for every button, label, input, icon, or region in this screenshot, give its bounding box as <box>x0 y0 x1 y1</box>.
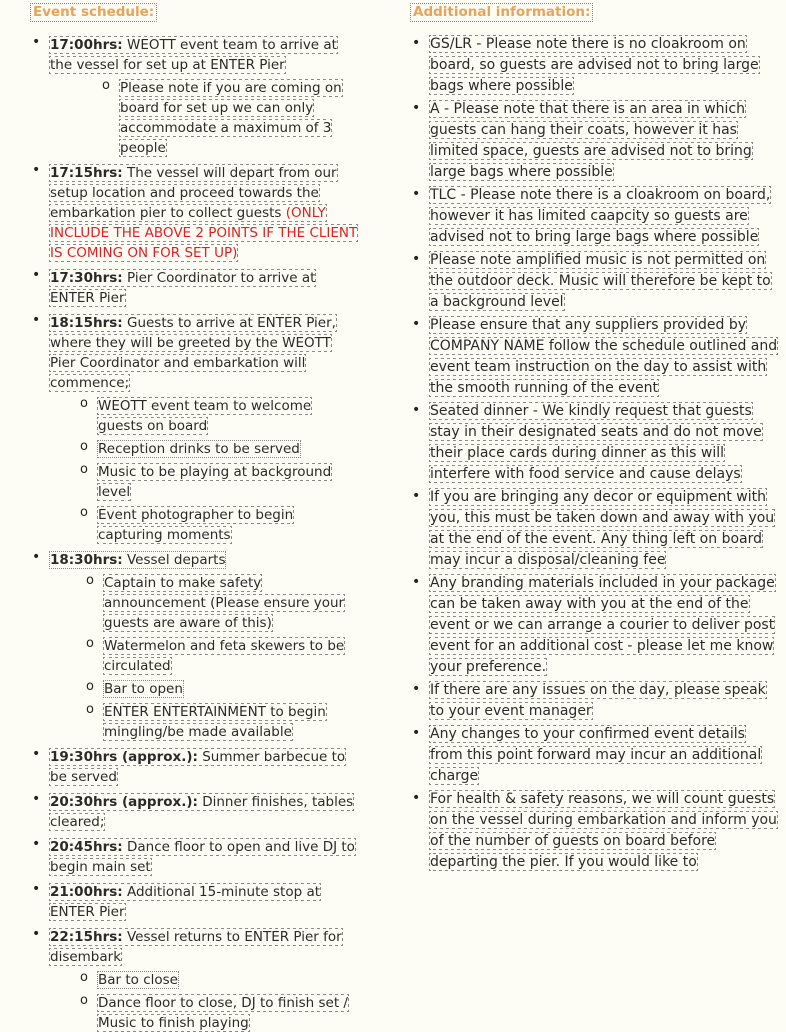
schedule-item-text <box>50 165 357 261</box>
schedule-item <box>22 312 360 544</box>
schedule-item <box>22 926 360 1032</box>
schedule-description: Guests to arrive at ENTER Pier, where they will be greeted by the WEOTT Pier Coordinator and embarkation will commence; <box>50 315 336 391</box>
schedule-time: 18:30hrs: <box>50 552 123 568</box>
schedule-subitem-text: Event photographer to begin capturing moments <box>98 507 294 543</box>
schedule-item <box>22 549 360 741</box>
info-item <box>402 33 780 96</box>
info-item <box>402 314 780 398</box>
schedule-description: WEOTT event team to arrive at the vessel for set up at ENTER Pier <box>50 37 337 73</box>
schedule-item-text <box>50 37 337 73</box>
schedule-note-red: (ONLY INCLUDE THE ABOVE 2 POINTS IF THE CLIENT IS COMING ON FOR SET UP) <box>50 205 358 261</box>
info-item-text: Any branding materials included in your package can be taken away with you at the end of the event or we can arrange a courier to deliver post event for an additional cost - please let me know your preference. <box>430 575 775 675</box>
info-item-text: If there are any issues on the day, please speak to your event manager <box>430 682 766 719</box>
schedule-time: 17:15hrs: <box>50 165 123 181</box>
schedule-time: 20:45hrs: <box>50 839 123 855</box>
info-item-text: Seated dinner - We kindly request that guests stay in their designated seats and do not move their place cards during dinner as this will interfere with food service and cause delays <box>430 403 762 482</box>
schedule-description: Dance floor to open and live DJ to begin main set <box>50 839 355 875</box>
schedule-description: Vessel returns to ENTER Pier for disembark <box>50 929 342 965</box>
schedule-subitem-text: Please note if you are coming on board for set up we can only accommodate a maximum of 3 people <box>120 80 342 156</box>
schedule-subitem <box>82 572 360 632</box>
info-item <box>402 788 780 872</box>
schedule-subitem-text: Watermelon and feta skewers to be circulated <box>104 638 345 674</box>
schedule-item-text <box>50 270 315 306</box>
event-schedule-column <box>22 0 360 1032</box>
info-item <box>402 98 780 182</box>
schedule-subitem <box>76 461 360 501</box>
schedule-subitem <box>82 701 360 741</box>
schedule-item-text <box>50 552 225 568</box>
schedule-subitem-text: Bar to close <box>98 972 178 988</box>
schedule-list <box>22 34 360 1032</box>
schedule-description: The vessel will depart from our setup location and proceed towards the embarkation pier to collect guests <box>50 165 337 221</box>
info-item <box>402 679 780 721</box>
additional-info-column <box>402 0 780 872</box>
schedule-item-text <box>50 794 353 830</box>
schedule-description: Dinner finishes, tables cleared; <box>50 794 354 830</box>
schedule-subitem-text: Reception drinks to be served <box>98 441 300 457</box>
info-item <box>402 723 780 786</box>
info-item <box>402 184 780 247</box>
schedule-subitem <box>82 678 360 698</box>
schedule-subitem-text: ENTER ENTERTAINMENT to begin mingling/be made available <box>104 704 326 740</box>
schedule-item <box>22 791 360 831</box>
schedule-sublist <box>82 572 360 741</box>
schedule-subitem <box>98 77 360 157</box>
schedule-item <box>22 746 360 786</box>
schedule-subitem-text: WEOTT event team to welcome guests on board <box>98 398 312 434</box>
additional-info-heading: Additional information: <box>410 3 593 22</box>
schedule-item-text <box>50 749 345 785</box>
schedule-subitem-text: Dance floor to close, DJ to finish set / Music to finish playing <box>98 995 348 1031</box>
info-item-text: GS/LR - Please note there is no cloakroom on board, so guests are advised not to bring large bags where possible <box>430 36 759 94</box>
schedule-description: Additional 15-minute stop at ENTER Pier <box>50 884 321 920</box>
info-item <box>402 572 780 677</box>
info-item-text: Any changes to your confirmed event details from this point forward may incur an additional charge <box>430 726 762 784</box>
info-item-text: A - Please note that there is an area in which guests can hang their coats, however it has limited space, guests are advised not to bring large bags where possible <box>430 101 752 180</box>
schedule-subitem-text: Captain to make safety announcement (Please ensure your guests are aware of this) <box>104 575 345 631</box>
schedule-sublist <box>98 77 360 157</box>
info-item-text: Please ensure that any suppliers provided by COMPANY NAME follow the schedule outlined and event team instruction on the day to assist with the smooth running of the event <box>430 317 778 396</box>
schedule-subitem-text: Music to be playing at background level <box>98 464 332 500</box>
schedule-time: 18:15hrs: <box>50 315 123 331</box>
schedule-subitem-text: Bar to open <box>104 681 183 697</box>
info-item <box>402 486 780 570</box>
schedule-subitem <box>76 992 360 1032</box>
schedule-item <box>22 836 360 876</box>
schedule-item <box>22 881 360 921</box>
info-item <box>402 400 780 484</box>
schedule-time: 19:30hrs (approx.): <box>50 749 198 765</box>
schedule-item-text <box>50 839 355 875</box>
schedule-time: 20:30hrs (approx.): <box>50 794 198 810</box>
event-schedule-heading: Event schedule: <box>30 3 157 22</box>
info-list <box>402 33 780 872</box>
schedule-subitem <box>76 395 360 435</box>
schedule-item <box>22 267 360 307</box>
schedule-description: Summer barbecue to be served <box>50 749 346 785</box>
schedule-description: Pier Coordinator to arrive at ENTER Pier <box>50 270 316 306</box>
schedule-item-text <box>50 315 336 391</box>
info-item <box>402 249 780 312</box>
schedule-item-text <box>50 884 320 920</box>
info-item-text: Please note amplified music is not permitted on the outdoor deck. Music will therefore be kept to a background level <box>430 252 771 310</box>
schedule-item <box>22 34 360 157</box>
schedule-subitem <box>76 504 360 544</box>
schedule-item-text <box>50 929 342 965</box>
info-item-text: TLC - Please note there is a cloakroom on board, however it has limited caapcity so guests are advised not to bring large bags where possible <box>430 187 771 245</box>
schedule-subitem <box>76 438 360 458</box>
info-item-text: If you are bringing any decor or equipment with you, this must be taken down and away with you at the end of the event. Any thing left on board may incur a disposal/cleaning fee <box>430 489 775 568</box>
schedule-item <box>22 162 360 262</box>
schedule-sublist <box>76 395 360 544</box>
info-item-text: For health & safety reasons, we will count guests on the vessel during embarkation and inform you of the number of guests on board before departing the pier. If you would like to <box>430 791 777 870</box>
schedule-subitem <box>76 969 360 989</box>
schedule-sublist <box>76 969 360 1032</box>
schedule-time: 21:00hrs: <box>50 884 123 900</box>
schedule-description: Vessel departs <box>122 552 226 568</box>
schedule-time: 17:30hrs: <box>50 270 123 286</box>
schedule-time: 22:15hrs: <box>50 929 123 945</box>
schedule-subitem <box>82 635 360 675</box>
schedule-time: 17:00hrs: <box>50 37 123 53</box>
